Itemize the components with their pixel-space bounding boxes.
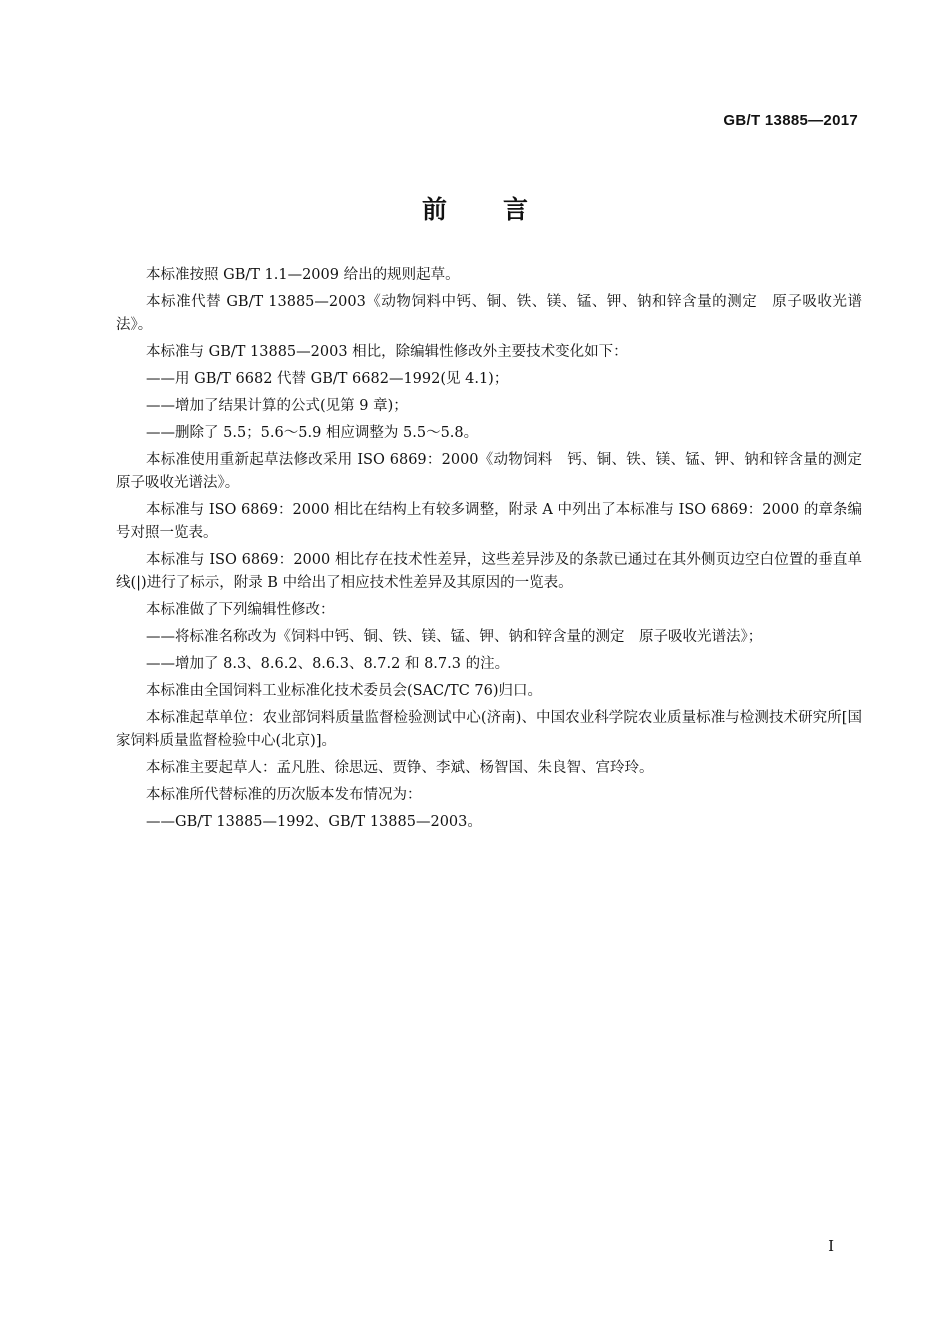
list-item: ——GB/T 13885—1992、GB/T 13885—2003。 (146, 814, 482, 830)
page-number: I (828, 1237, 834, 1255)
paragraph: 本标准所代替标准的历次版本发布情况为： (146, 787, 422, 803)
paragraph: 本标准与 GB/T 13885—2003 相比，除编辑性修改外主要技术变化如下： (146, 344, 628, 360)
paragraph: 本标准主要起草人：孟凡胜、徐思远、贾铮、李斌、杨智国、朱良智、宫玲玲。 (146, 760, 654, 776)
paragraph: 本标准使用重新起草法修改采用 ISO 6869：2000《动物饲料 钙、铜、铁、镁、锰、钾、钠和锌含量的测定 原子吸收光谱法》。 (116, 452, 877, 491)
list-item: ——删除了 5.5；5.6～5.9 相应调整为 5.5～5.8。 (146, 425, 479, 441)
paragraph: 本标准做了下列编辑性修改： (146, 602, 335, 618)
list-item: ——增加了 8.3、8.6.2、8.6.3、8.7.2 和 8.7.3 的注。 (146, 656, 510, 672)
paragraph: 本标准与 ISO 6869：2000 相比存在技术性差异，这些差异涉及的条款已通过在其外侧页边空白位置的垂直单线(|)进行了标示，附录 B 中给出了相应技术性差异及其原因的一览表。 (116, 552, 862, 591)
list-item: ——增加了结果计算的公式(见第 9 章)； (146, 398, 408, 414)
paragraph: 本标准起草单位：农业部饲料质量监督检验测试中心(济南)、中国农业科学院农业质量标准与检测技术研究所[国家饲料质量监督检验中心(北京)]。 (116, 710, 862, 749)
paragraph: 本标准按照 GB/T 1.1—2009 给出的规则起草。 (146, 267, 460, 283)
standard-code: GB/T 13885—2017 (723, 112, 858, 129)
paragraph: 本标准由全国饲料工业标准化技术委员会(SAC/TC 76)归口。 (146, 683, 543, 699)
list-item: ——用 GB/T 6682 代替 GB/T 6682—1992(见 4.1)； (146, 371, 509, 387)
foreword-body (116, 264, 877, 838)
paragraph: 本标准代替 GB/T 13885—2003《动物饲料中钙、铜、铁、镁、锰、钾、钠和锌含量的测定 原子吸收光谱法》。 (116, 294, 862, 333)
paragraph: 本标准与 ISO 6869：2000 相比在结构上有较多调整，附录 A 中列出了本标准与 ISO 6869：2000 的章条编号对照一览表。 (116, 502, 862, 541)
list-item: ——将标准名称改为《饲料中钙、铜、铁、镁、锰、钾、钠和锌含量的测定 原子吸收光谱法》； (146, 629, 763, 645)
page-title: 前言 (421, 195, 584, 224)
